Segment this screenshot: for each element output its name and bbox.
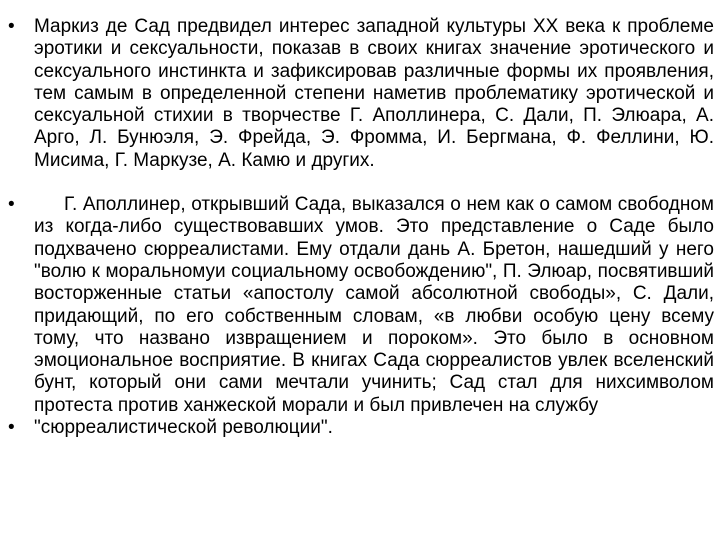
- paragraph-text: "сюрреалистической революции".: [34, 417, 333, 439]
- list-item: [8, 194, 714, 417]
- bullet-icon: •: [8, 194, 15, 216]
- bullet-icon: •: [8, 417, 15, 439]
- paragraph-text: Г. Аполлинер, открывший Сада, выказался о нем как о самом свободном из когда-либо существовавших умов. Это представление о Саде было подхвачено сюрреалистами. Ему отдали дань А. Бретон, нашедший у него "волю к моральномуи социальному освобождению", П. Элюар, посвятивший восторженные статьи «апостолу самой абсолютной свободы», С. Дали, придающий, по его собственным словам, «в любви особую цену всему тому, что названо извращением и пороком». Это было в основном эмоциональное восприятие. В книгах Сада сюрреалистов увлек вселенский бунт, который они сами мечтали учинить; Сад стал для нихсимволом протеста против ханжеской морали и был привлечен на службу: [34, 194, 714, 416]
- bullet-icon: •: [8, 16, 15, 37]
- list-item: [8, 417, 714, 439]
- list-item: [8, 16, 714, 172]
- paragraph-text: Маркиз де Сад предвидел интерес западной культуры XX века к проблеме эротики и сексуальности, показав в своих книгах значение эротического и сексуального инстинкта и зафиксировав различные формы их проявления, тем самым в определенной степени наметив проблематику эротической и сексуальной стихии в творчестве Г. Аполлинера, С. Дали, П. Элюара, А. Арго, Л. Бунюэля, Э. Фрейда, Э. Фромма, И. Бергмана, Ф. Феллини, Ю. Мисима, Г. Маркузе, А. Камю и других.: [34, 16, 714, 171]
- bullet-list: [8, 6, 714, 439]
